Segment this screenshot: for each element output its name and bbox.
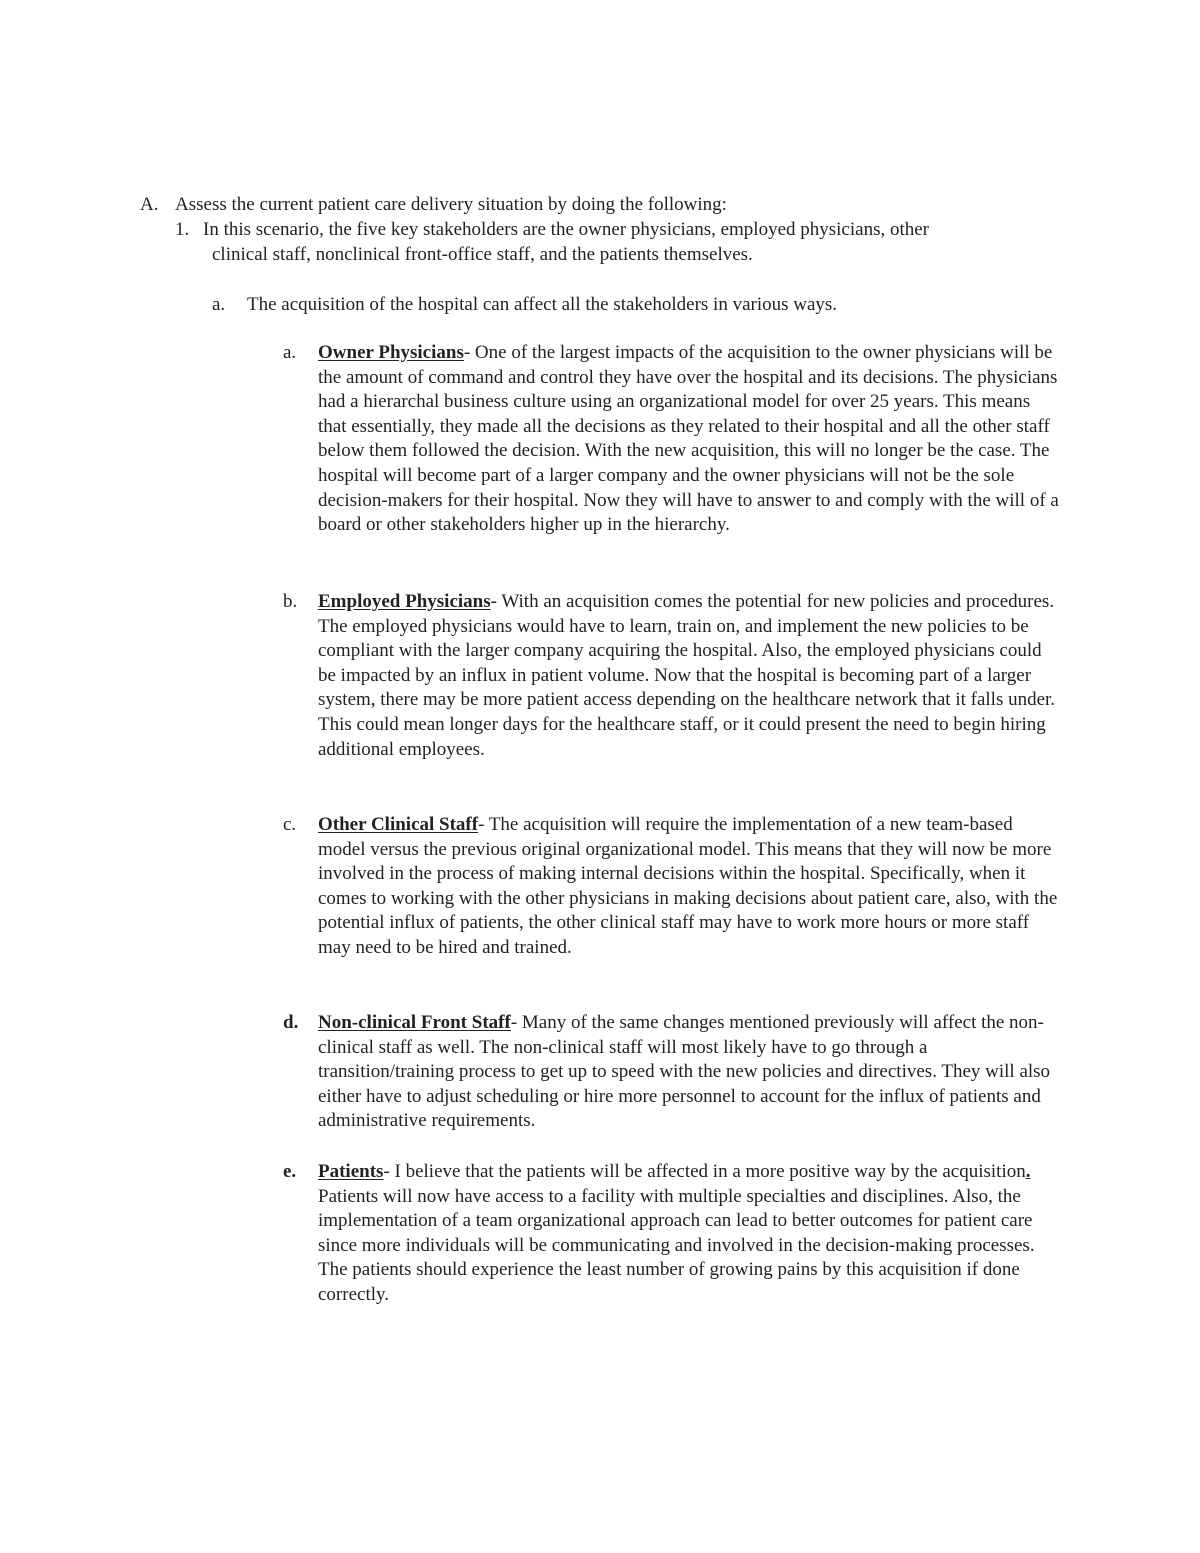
stakeholder-marker-patients: e.	[283, 1161, 297, 1182]
item-1-line2: clinical staff, nonclinical front-office staff, and the patients themselves.	[212, 244, 753, 265]
stakeholder-marker-clinical: c.	[283, 814, 297, 835]
stakeholder-body-patients-part1: - I believe that the patients will be affected in a more positive way by the acquisition	[383, 1161, 1026, 1182]
stakeholder-body-patients-dot: .	[1025, 1161, 1031, 1182]
stakeholder-heading-clinical: Other Clinical Staff	[318, 814, 479, 835]
stakeholder-paragraph-owner	[318, 341, 1063, 538]
item-1a-marker: a.	[212, 294, 226, 315]
stakeholder-heading-owner: Owner Physicians	[318, 342, 464, 363]
stakeholder-paragraph-patients	[318, 1160, 1063, 1308]
stakeholder-paragraph-nonclinical	[318, 1011, 1063, 1134]
stakeholder-body-employed: - With an acquisition comes the potential for new policies and procedures. The employed physicians would have to learn, train on, and implement the new policies to be compliant with the larger company acquiring the hospital. Also, the employed physicians could be impacted by an influx in patient volume. Now that the hospital is becoming part of a larger system, there may be more patient access depending on the healthcare network that it falls under. This could mean longer days for the healthcare staff, or it could present the need to begin hiring additional employees.	[318, 591, 1056, 760]
stakeholder-marker-nonclinical: d.	[283, 1012, 299, 1033]
item-1a-text: The acquisition of the hospital can affect all the stakeholders in various ways.	[247, 294, 838, 315]
stakeholder-heading-nonclinical: Non-clinical Front Staff	[318, 1012, 511, 1033]
stakeholder-body-clinical: - The acquisition will require the implementation of a new team-based model versus the previous original organizational model. This means that they will now be more involved in the process of making internal decisions within the hospital. Specifically, when it comes to working with the other physicians in making decisions about patient care, also, with the potential influx of patients, the other clinical staff may have to work more hours or more staff may need to be hired and trained.	[318, 814, 1058, 958]
stakeholder-heading-employed: Employed Physicians	[318, 591, 491, 612]
stakeholder-body-nonclinical: - Many of the same changes mentioned previously will affect the non-clinical staff as well. The non-clinical staff will most likely have to go through a transition/training process to get up to speed with the new policies and directives. They will also either have to adjust scheduling or hire more personnel to account for the influx of patients and administrative requirements.	[318, 1012, 1051, 1132]
stakeholder-paragraph-clinical	[318, 813, 1063, 961]
stakeholder-body-owner: - One of the largest impacts of the acquisition to the owner physicians will be the amount of command and control they have over the hospital and its decisions. The physicians had a hierarchal business culture using an organizational model for over 25 years. This means that essentially, they made all the decisions as they related to their hospital and all the other staff below them followed the decision. With the new acquisition, this will no longer be the case. The hospital will become part of a larger company and the owner physicians will not be the sole decision-makers for their hospital. Now they will have to answer to and comply with the will of a board or other stakeholders higher up in the hierarchy.	[318, 342, 1059, 536]
stakeholder-paragraph-employed	[318, 590, 1063, 762]
stakeholder-body-patients-part2: Patients will now have access to a facility with multiple specialties and disciplines. Also, the implementation of a team organizational approach can lead to better outcomes for patient care since more individuals will be communicating and involved in the decision-making processes. The patients should experience the least number of growing pains by this acquisition if done correctly.	[318, 1185, 1035, 1305]
section-a-marker: A.	[140, 194, 159, 215]
item-1-line1: In this scenario, the five key stakeholders are the owner physicians, employed physicians, other	[203, 219, 930, 240]
stakeholder-marker-employed: b.	[283, 591, 298, 612]
stakeholder-marker-owner: a.	[283, 342, 297, 363]
stakeholder-heading-patients: Patients	[318, 1161, 384, 1182]
section-a-text: Assess the current patient care delivery situation by doing the following:	[175, 194, 727, 215]
item-1-marker: 1.	[175, 219, 190, 240]
